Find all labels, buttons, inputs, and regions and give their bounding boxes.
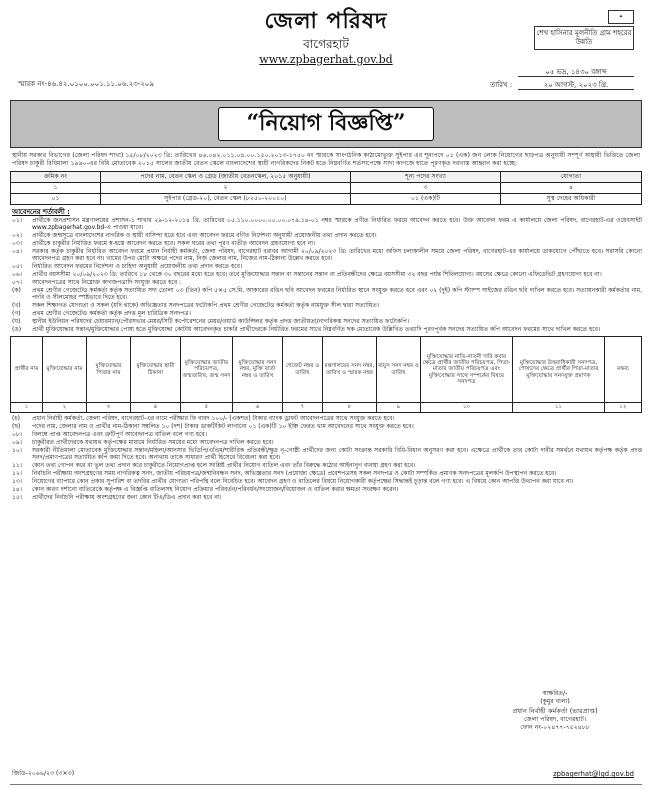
- condition-text: নির্ধারিত আবেদন ফরমের নির্দেশনা ও চাহিদা অনুযায়ী প্রয়োজনীয় তথ্য প্রদান করতে হবে।: [32, 263, 243, 271]
- table-row: [11, 193, 642, 204]
- posts-number-cell: ৪: [501, 182, 642, 193]
- ff-number-cell: ১১: [513, 403, 605, 413]
- posts-header-cell: যোগ্যতা: [501, 171, 642, 182]
- condition-number: ১১।: [12, 462, 22, 470]
- condition-number: ০৭।: [12, 279, 22, 287]
- condition-number: ০১।: [12, 216, 22, 224]
- condition-text: প্রথম শ্রেণীর গেজেটেড কর্মকর্তা কর্তৃক প্রদত্ত মূল চারিত্রিক সনদপত্র।: [32, 310, 191, 318]
- date-block: [484, 66, 634, 92]
- condition-text: কোন তথ্য গোপন করে বা ভুল তথ্য প্রদান করে চাকুরীতে নিয়োগপ্রাপ্ত হলে সংশ্লিষ্ট প্রার্থীর নিয়োগ বাতিল এবং তাঁর বিরুদ্ধে কঠোর আইনানুগ ব্যবস্থা গ্রহণ করা হবে।: [32, 462, 416, 470]
- condition-number: ১০।: [12, 446, 22, 454]
- ff-number-cell: ৯: [377, 403, 421, 413]
- posts-table-header: [11, 171, 642, 182]
- ff-header-cell: মুক্তিযোদ্ধার নাতি-নাতনী দাবি করার ক্ষেত্রে প্রার্থীর জাতীয় পরিচয়পত্র, পিতা-মাতার জাতীয় পরিচয়পত্র এবং মুক্তিযোদ্ধার সাথে সম্পর্কের বিষয়ে সনদপত্র: [421, 337, 513, 403]
- ff-table-numbers: [11, 403, 642, 413]
- condition-number: ১৫।: [12, 493, 22, 501]
- condition-item: [12, 423, 642, 430]
- ff-header-cell: প্রার্থীর নাম: [11, 337, 43, 403]
- signatory-name: (কুমুর বালা): [540, 698, 570, 706]
- condition-text: বিলম্বে প্রাপ্ত আবেদনপত্র এবং ত্রুটিপূর্ণ আবেদনপত্র বাতিল বলে গণ্য হবে।: [32, 431, 207, 439]
- govt-logo-icon: ✦: [608, 10, 634, 24]
- ff-number-cell: ৮: [323, 403, 377, 413]
- footer-email[interactable]: zpbagerhat@lgd.gov.bd: [553, 770, 634, 778]
- condition-item: [12, 240, 642, 247]
- ff-header-cell: বায়ুস সনদ নম্বর ও তারিখ: [377, 337, 421, 403]
- ff-header-cell: মন্ত্রণালয়ের সনদ নম্বর, তারিখ ও স্মারক নম্বর: [323, 337, 377, 403]
- ff-number-cell: ১: [11, 403, 43, 413]
- posts-cell: ০১: [11, 193, 101, 204]
- ff-header-cell: মুক্তিযোদ্ধার নাম: [43, 337, 87, 403]
- condition-text: প্রার্থীদের নির্বাচনি পরীক্ষায় অংশগ্রহণের জন্য কোন টিএ/ডিএ প্রদান করা হবে না।: [32, 493, 222, 501]
- condition-text: চাকুরীরত প্রার্থীদেরকে যথাযথ কর্তৃপক্ষের মাধ্যমে নির্ধারিত সময়ের মধ্যে আবেদনপত্র দাখিল করতে হবে।: [32, 438, 274, 446]
- header: [10, 8, 642, 100]
- condition-text: সকল শিক্ষাগত যোগ্যতা ও সকল (যদি থাকে) অভিজ্ঞতার সনদপত্রের ফটোকপি প্রথম শ্রেণীর গেজেটেড কর্মকর্তা কর্তৃক নামযুক্ত সীল দ্বারা সত্যায়িত।: [32, 302, 379, 310]
- signatory-designation: প্রধান নির্বাহী কর্মকর্তা (ভারপ্রাপ্ত): [512, 706, 598, 715]
- ff-header-cell: মুক্তিযোদ্ধার পিতার নাম: [87, 337, 131, 403]
- posts-number-cell: ১: [11, 182, 101, 193]
- condition-item: [12, 478, 642, 485]
- condition-item: [12, 310, 642, 317]
- condition-number: ১৪।: [12, 485, 22, 493]
- posts-header-cell: ক্রমিক নং: [11, 171, 101, 182]
- condition-number: (ক): [12, 286, 21, 294]
- footer-divider: [10, 784, 642, 785]
- condition-item: [12, 431, 642, 438]
- condition-text: প্রধান নির্বাহী কর্মকর্তা, জেলা পরিষদ, বাগেরহাট-এর নামে পরীক্ষার ফি বাবদ ১০০/- (একশত) টাকার ব্যাংক ড্রাফট আবেদনপত্রের সাথে সংযুক্ত করতে হবে।: [32, 415, 395, 423]
- ff-number-cell: ৪: [131, 403, 181, 413]
- condition-item: [12, 318, 642, 325]
- condition-text: স্থানীয় ইউনিয়ন পরিষদের চেয়ারম্যান/পৌরসভার মেয়র/সিটি কর্পোরেশনের মেয়র/ওয়ার্ড কাউন্সিলর কর্তৃক প্রদত্ত জাতীয়তা/নাগরিকত্ব সনদের সত্যায়িত ফটোকপি।: [32, 317, 409, 325]
- ff-header-cell: গেজেট নম্বর ও তারিখ: [283, 337, 323, 403]
- signature-block: [480, 690, 630, 732]
- condition-item: [12, 462, 642, 469]
- condition-item: [12, 494, 642, 501]
- signatory-office: জেলা পরিষদ, বাগেরহাট।: [523, 715, 587, 723]
- condition-number: (ঘ): [12, 317, 21, 325]
- condition-number: (খ): [12, 302, 21, 310]
- condition-item: [12, 217, 642, 232]
- condition-item: [12, 287, 642, 302]
- condition-number: ০৩।: [12, 240, 22, 248]
- title-banner: [10, 100, 642, 148]
- posts-cell: সুইপার (গ্রেড-২০), বেতন স্কেল (৮২৫০-২০০১০): [101, 193, 351, 204]
- ff-number-cell: ৭: [283, 403, 323, 413]
- condition-text: প্রার্থীর বয়সসীমা ২০/০৯/২০২৩ খ্রি: তারিখে ১৮ থেকে ৩০ বছরের মধ্যে হতে হবে। তবে মুক্তিযোদ্ধার সন্তান বা সন্তানের সন্তান বা প্রতিবন্ধীদের ক্ষেত্রে বয়সসীমা ৩২ বছর পর্যন্ত শিথিলযোগ্য। বয়সের ক্ষেত্রে কোনো এফিডেভিট গ্রহণযোগ্য হবে না।: [32, 271, 602, 279]
- posts-header-cell: শূন্য পদের সংখ্যা: [351, 171, 501, 182]
- condition-number: (ছ): [12, 423, 21, 431]
- condition-text: পদের নাম, জেলার নাম ও প্রার্থীর নাম-ঠিকানা সম্বলিত ১০ (দশ) টাকার ডাকটিকিট লাগানো ০১ (এক)টি ১০ ইঞ্চি ফেরত খাম আবেদনের সাথে সংযুক্ত করতে হবে।: [32, 423, 414, 431]
- ff-header-cell: মুক্তিযোদ্ধার স্থায়ী ঠিকানা: [131, 337, 181, 403]
- ff-number-cell: ৫: [181, 403, 233, 413]
- ff-number-cell: ১২: [605, 403, 642, 413]
- condition-text: প্রার্থীকে জনপ্রশাসন মন্ত্রণালয়ের প্রশাসন-১ শাখার ২৯-১২-২০১৪ খ্রি. তারিখের ০৫.১১০.০০০০.০০.০০.০৭৯.১৪-০১ নম্বর স্মারকে প্রণীত নির্ধারিত ফরমে আবেদন করতে হবে। উক্ত আবেদন ফরম এ কার্যালয়ে জেলা পরিষদ, বাগেরহাট-এর ওয়েবসাইট www.zpbagerhat.gov.bd-এ পাওয়া যাবে।: [32, 216, 642, 232]
- posts-cell: সুস্থ দেহের অধিকারী: [501, 193, 642, 204]
- condition-text: নির্বাচনি পরীক্ষায় অংশগ্রহণের সময় নাগরিকত্ব সনদ, জাতীয় পরিচয়পত্র/জন্মনিবন্ধন সনদ, অভিজ্ঞতার সনদ (প্রযোজ্য ক্ষেত্রে) প্রবেশপত্রসহ সকল সনদপত্র ও কোটা সম্পর্কিত প্রমাণক সনদপত্রের মূলকপি উপস্থাপন করতে হবে।: [32, 469, 557, 477]
- condition-text: আবেদনপত্রের সাথে নিম্নোক্ত কাগজপত্রাদি সংযুক্ত করতে হবে :: [32, 279, 182, 287]
- condition-text: সরকার কর্তৃক চাকুরীর নির্ধারিত আবেদন ফরমে প্রধান নির্বাহী কর্মকর্তা, জেলা পরিষদ, বাগেরহাট বরাবর আগামী ২০/০৯/২০২৩ খ্রি: তারিখের মধ্যে অফিস চলাকালীন সময়ে জেলা পরিষদ, বাগেরহাট-এর কার্যালয়ে ডাকযোগে পৌঁছাতে হবে। সরাসরি কোনো আবেদনপত্র গ্রহণ করা হবে না। খামের উপর মোটা অক্ষরে পদের নাম, নিজ জেলার নাম, নিজের নাম-ঠিকানা উল্লেখ করতে হবে।: [32, 248, 642, 263]
- condition-text: প্রথম শ্রেণীর গেজেটেড কর্মকর্তা কর্তৃক সত্যায়িত সদ্য তোলা ০৩ (তিন) কপি ৫×৫ সে.মি. আকারের রঙিন ছবি আবেদন ফরমের নির্ধারিত স্থানে সংযুক্ত করতে হবে এবং ০২ (দুই) কপি স্ট্যাম্প সাইজের রঙিন ছবি দাখিল করতে হবে। সত্যায়নকারী কর্মকর্তার নাম, পদবি ও সীলমোহর স্পষ্টভাবে দিতে হবে।: [32, 286, 642, 302]
- condition-number: ০৪।: [12, 248, 22, 256]
- condition-item: [12, 447, 642, 462]
- condition-item: [12, 279, 642, 286]
- condition-number: ০৫।: [12, 263, 22, 271]
- condition-number: (গ): [12, 310, 21, 318]
- freedom-fighter-table: [10, 336, 642, 413]
- condition-item: [12, 439, 642, 446]
- ff-header-cell: মুক্তিযোদ্ধার জাতীয় পরিচয়পত্র, জন্মতারিখ, জন্ম সনদ: [181, 337, 233, 403]
- ff-header-cell: মন্তব্য: [605, 337, 642, 403]
- condition-number: (চ): [12, 415, 20, 423]
- date-english: ২০ আগস্ট, ২০২৩ খ্রি.: [518, 81, 634, 91]
- condition-text: প্রার্থী মুক্তিযোদ্ধার সন্তান/মুক্তিযোদ্ধার পোষ্য হতে মুক্তিযোদ্ধা কোটায় আবেদনকৃত চাকরি প্রার্থীদেরকে নির্ধারিত ফরমের সাথে নিম্নবর্ণিত ছক মোতাবেক উল্লিখিত তথ্যাদি পূরণপূর্বক সনদের সত্যায়িত কপি আবেদন ফরমের সাথে দাখিল করতে হবে।: [32, 325, 601, 333]
- condition-number: ০৮।: [12, 431, 22, 439]
- condition-number: ১২।: [12, 469, 22, 477]
- posts-table: [10, 171, 642, 205]
- condition-item: [12, 263, 642, 270]
- ff-number-cell: ৬: [233, 403, 283, 413]
- condition-number: ০৬।: [12, 271, 22, 279]
- condition-text: প্রার্থীকে চাকুরীর নির্ধারিত ফরমে স্ব-হস্তে আবেদন করতে হবে। সকল ঘরের তথ্য পূরণ ব্যতীত আবেদন গ্রহণযোগ্য হবে না।: [32, 240, 316, 248]
- condition-item: [12, 470, 642, 477]
- condition-number: ১৩।: [12, 477, 22, 485]
- posts-table-numbers: [11, 182, 642, 193]
- notice-title: “নিয়োগ বিজ্ঞপ্তি”: [218, 107, 435, 141]
- ff-number-cell: ১০: [421, 403, 513, 413]
- condition-number: (ঙ): [12, 325, 22, 333]
- signature-label: স্বাক্ষরিত/-: [542, 690, 568, 697]
- condition-item: [12, 326, 642, 333]
- posts-header-cell: পদের নাম, বেতন স্কেল ও গ্রেড (জাতীয় বেতনস্কেল, ২০১৫ অনুযায়ী): [101, 171, 351, 182]
- memo-number: স্মারক নং-৪৬.৪২.০১০০.০০১.১১.০৬.২৩-২০৯: [18, 80, 154, 88]
- posts-number-cell: ৩: [351, 182, 501, 193]
- condition-item: [12, 271, 642, 278]
- condition-item: [12, 486, 642, 493]
- condition-item: [12, 248, 642, 263]
- signatory-phone: ফোন নং-০২৪৭৭-৭৫২৪৮৮: [520, 723, 590, 731]
- footer-code: জিডি-২০৬৬/২৩ (৩×৩): [12, 770, 75, 777]
- condition-text: সরকারী নীতিমালা মোতাবেক মুক্তিযোদ্ধার সন্তান/মহিলা/আনসার ভিডিপি/এতিম/শারীরিক প্রতিবন্ধী/ক্ষুদ্র নৃ-গোষ্ঠী প্রার্থীদের জন্য কোটা সংক্রান্ত সরকারি বিধি-বিধান অনুসরণ করা হবে। এক্ষেত্রে প্রার্থীকে তার কোটা দাবীর সমর্থনে যথাযথ কর্তৃপক্ষ কর্তৃক প্রদত্ত সনদ/প্রমাণপত্রের সত্যায়িত কপি জমা দিতে হবে। অন্যথায় তাকে সাধারণ প্রার্থী হিসেবে বিবেচনা করা হবে।: [32, 446, 642, 462]
- condition-item: [12, 232, 642, 239]
- intro-paragraph: স্থানীয় সরকার বিভাগের (জেলা পরিষদ শাখা) ১৫/০৮/২০২৩ খ্রি: তারিখের ৪৬.০৪২.০১১.০৪.০০.১৫০.২০১৩-১৭৫০ নং স্মারকে সাংগঠনিক কাঠামোভুক্ত সুইপার এর শূন্যপদে ০১ (এক) জন লোক নিয়োগের ছাড়পত্র অনুযায়ী সম্পূর্ণ অস্থায়ী ভিত্তিতে জেলা পরিষদ চাকুরী বিধিমালা ১৯৯০-এর বিধি মোতাবেক ২০১৫ সালের জাতীয় বেতন স্কেলে বাংলাদেশের স্থায়ী নাগরিকদের নিকট হতে নিম্নবর্ণিত শর্তসাপেক্ষে সাদা কাগজে হাতে পূরণকৃত দরখাস্ত আহ্বান করা হচ্ছে:: [12, 152, 640, 167]
- ff-number-cell: ২: [43, 403, 87, 413]
- website-link[interactable]: www.zpbagerhat.gov.bd: [259, 52, 393, 66]
- condition-number: ০৯।: [12, 438, 22, 446]
- ff-table-header: [11, 337, 642, 403]
- date-bangla: ০৫ ভদ্র, ১৪৩০ বঙ্গাব্দ: [518, 68, 634, 78]
- condition-item: [12, 302, 642, 309]
- ff-header-cell: মুক্তিযোদ্ধার সনদ নম্বর, মুক্তি বার্তা নম্বর ও তারিখ: [233, 337, 283, 403]
- posts-number-cell: ২: [101, 182, 351, 193]
- posts-cell: ০১ (এক)টি: [351, 193, 501, 204]
- ff-number-cell: ৩: [87, 403, 131, 413]
- conditions-list-2: [12, 415, 642, 501]
- ff-header-cell: মুক্তিযোদ্ধার উত্তরাধিকারী সনদপত্র, পোষ্যদের ক্ষেত্রে প্রার্থীর পিতা-মাতার মুক্তিযোদ্ধার সনদযুক্ত প্রমাণক: [513, 337, 605, 403]
- conditions-list: [12, 217, 642, 333]
- org-name: জেলা পরিষদ: [264, 8, 388, 34]
- date-label: তারিখ :: [489, 81, 513, 90]
- condition-number: ০২।: [12, 232, 22, 240]
- condition-text: প্রার্থীকে জন্মসূত্রে বাংলাদেশের নাগরিক ও স্থায়ী বাসিন্দা হতে হবে এবং আবেদন ফরমে বর্ণিত নির্দেশনা অনুযায়ী প্রয়োজনীয় তথ্য প্রদান করতে হবে।: [32, 232, 377, 240]
- slogan-box: শেখ হাসিনার মূলনীতি গ্রাম শহরের উন্নতি: [534, 26, 634, 50]
- district-name: বাগেরহাট: [303, 36, 349, 51]
- condition-text: কোন কারণ দর্শানো ব্যতিরেকে কর্তৃপক্ষ এ বিজ্ঞপ্তি বাতিলসহ নিয়োগ প্রক্রিয়ার পরিবর্তন/পরিবর্ধন/সংযোজন/বিয়োজন ও বাতিল করার ক্ষমতা সংরক্ষণ করেন।: [32, 485, 399, 493]
- condition-text: নিয়োগের ব্যাপারে কোন প্রকার সুপারিশ বা তদবির প্রার্থীর যোগ্যতা পরিপন্থি বলে বিবেচিত হবে। আবেদন গ্রহণ ও বাতিলের বিষয়ে নিয়োগকারী কর্তৃপক্ষের সিদ্ধান্তই চূড়ান্ত বলে গণ্য হবে। এ বিষয়ে কোন আপত্তি উত্থাপন করা যাবে না।: [32, 477, 574, 485]
- condition-item: [12, 415, 642, 422]
- conditions-title: আবেদনের শর্তাবলী :: [12, 207, 70, 216]
